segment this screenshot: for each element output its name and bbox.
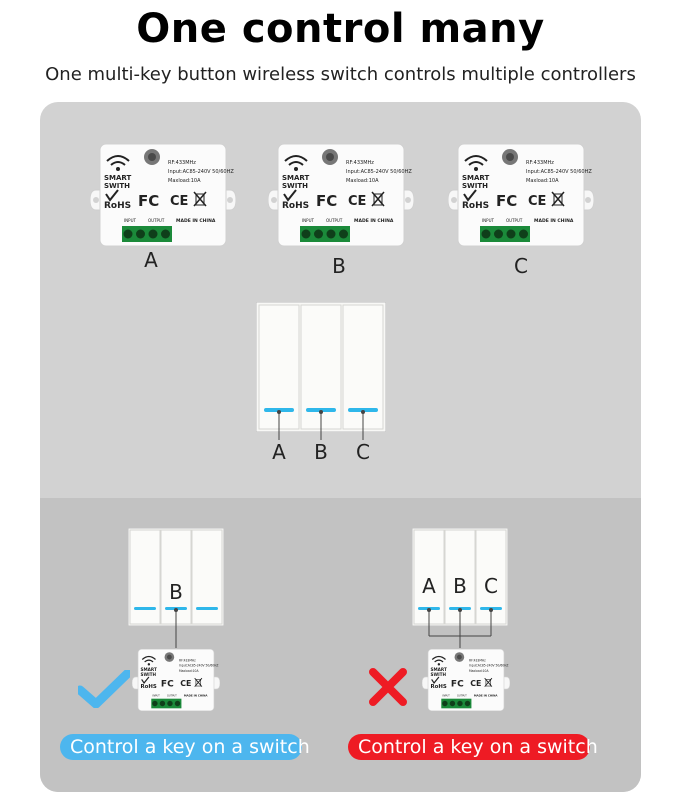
output-label: OUTPUT: [326, 218, 343, 223]
ce-mark: CE: [528, 194, 547, 209]
rf-frequency: RF:433MHz: [469, 658, 486, 663]
rf-frequency: RF:433MHz: [168, 160, 196, 166]
wrong-example-module: [422, 648, 510, 712]
rohs-mark: RoHS: [462, 201, 490, 211]
output-label: OUTPUT: [456, 694, 467, 698]
terminal-screw: [519, 230, 528, 239]
input-spec: Input:AC85-240V 50/60HZ: [526, 169, 592, 175]
brand-line-2: SWITH: [430, 671, 447, 677]
wifi-dot: [148, 663, 150, 665]
rohs-mark: RoHS: [430, 683, 447, 690]
pair-button-center: [167, 655, 172, 660]
output-label: OUTPUT: [166, 694, 177, 698]
ce-mark: CE: [170, 194, 189, 209]
pair-button-center: [148, 153, 156, 161]
terminal-screw: [136, 230, 145, 239]
made-in-label: MADE IN CHINA: [473, 693, 498, 698]
terminal-screw: [327, 230, 336, 239]
pair-button-center: [457, 655, 462, 660]
wifi-dot: [294, 167, 298, 171]
maxload: Maxload:10A: [168, 178, 201, 184]
wrong-example-key-label-a: A: [422, 574, 436, 598]
correct-example-key-label: B: [169, 580, 183, 604]
correct-caption: Control a key on a switch: [60, 734, 302, 760]
terminal-screw: [482, 230, 491, 239]
brand-line-1: SMART: [462, 174, 490, 182]
switch-key-label-c: C: [356, 440, 370, 464]
brand-line-1: SMART: [104, 174, 132, 182]
rohs-mark: RoHS: [140, 683, 157, 690]
brand-line-1: SMART: [430, 666, 447, 672]
maxload: Maxload:10A: [469, 669, 489, 674]
terminal-screw: [167, 701, 172, 706]
receiver-module-c: [448, 142, 594, 248]
cross-icon: [368, 668, 408, 706]
wrong-caption: Control a key on a switch: [348, 734, 590, 760]
terminal-screw: [507, 230, 516, 239]
module-a-label: A: [144, 248, 158, 272]
made-in-label: MADE IN CHINA: [534, 219, 574, 224]
wrong-example-key-label-c: C: [484, 574, 498, 598]
maxload: Maxload:10A: [526, 178, 559, 184]
brand-line-2: SWITH: [104, 182, 131, 190]
input-label: INPUT: [124, 218, 136, 223]
output-label: OUTPUT: [506, 218, 523, 223]
illustration-panel: [40, 102, 641, 792]
terminal-screw: [339, 230, 348, 239]
terminal-screw: [457, 701, 462, 706]
rf-frequency: RF:433MHz: [179, 658, 196, 663]
fc-mark: FC: [316, 192, 338, 210]
pair-button-center: [506, 153, 514, 161]
input-label: INPUT: [442, 694, 450, 698]
terminal-screw: [314, 230, 323, 239]
receiver-module-b: [268, 142, 414, 248]
correct-example-module: [132, 648, 220, 712]
input-spec: Input:AC85-240V 50/60HZ: [179, 663, 219, 668]
rohs-mark: RoHS: [104, 201, 132, 211]
terminal-screw: [465, 701, 470, 706]
output-label: OUTPUT: [148, 218, 165, 223]
wrong-example-key-label-b: B: [453, 574, 467, 598]
wrong-example-wires: [412, 610, 508, 650]
fc-mark: FC: [450, 679, 464, 690]
terminal-screw: [302, 230, 311, 239]
made-in-label: MADE IN CHINA: [354, 219, 394, 224]
terminal-screw: [149, 230, 158, 239]
made-in-label: MADE IN CHINA: [176, 219, 216, 224]
terminal-screw: [161, 230, 170, 239]
switch-key-label-a: A: [272, 440, 286, 464]
terminal-screw: [450, 701, 455, 706]
receiver-module-a: [90, 142, 236, 248]
brand-line-2: SWITH: [282, 182, 309, 190]
correct-example-wire: [175, 626, 177, 648]
input-label: INPUT: [152, 694, 160, 698]
brand-line-2: SWITH: [140, 671, 157, 677]
switch-key-label-b: B: [314, 440, 328, 464]
page-title: One control many: [136, 6, 545, 52]
input-spec: Input:AC85-240V 50/60HZ: [346, 169, 412, 175]
rf-frequency: RF:433MHz: [346, 160, 374, 166]
pair-button-center: [326, 153, 334, 161]
terminal-screw: [175, 701, 180, 706]
ce-mark: CE: [470, 679, 482, 689]
module-c-label: C: [514, 254, 528, 278]
terminal-screw: [160, 701, 165, 706]
correct-example-switch: [128, 528, 224, 626]
switch-leader-lines: [256, 412, 386, 442]
checkmark-icon: [78, 670, 130, 708]
brand-line-2: SWITH: [462, 182, 489, 190]
wifi-dot: [438, 663, 440, 665]
wifi-dot: [116, 167, 120, 171]
input-spec: Input:AC85-240V 50/60HZ: [168, 169, 234, 175]
input-label: INPUT: [482, 218, 494, 223]
wifi-dot: [474, 167, 478, 171]
maxload: Maxload:10A: [179, 669, 199, 674]
terminal-screw: [124, 230, 133, 239]
fc-mark: FC: [138, 192, 160, 210]
terminal-screw: [494, 230, 503, 239]
input-spec: Input:AC85-240V 50/60HZ: [469, 663, 509, 668]
fc-mark: FC: [496, 192, 518, 210]
maxload: Maxload:10A: [346, 178, 379, 184]
page-subtitle: One multi-key button wireless switch controls multiple controllers: [45, 64, 636, 85]
fc-mark: FC: [160, 679, 174, 690]
made-in-label: MADE IN CHINA: [183, 693, 208, 698]
module-b-label: B: [332, 254, 346, 278]
brand-line-1: SMART: [140, 666, 157, 672]
ce-mark: CE: [348, 194, 367, 209]
brand-line-1: SMART: [282, 174, 310, 182]
terminal-screw: [442, 701, 447, 706]
rohs-mark: RoHS: [282, 201, 310, 211]
ce-mark: CE: [180, 679, 192, 689]
rf-frequency: RF:433MHz: [526, 160, 554, 166]
input-label: INPUT: [302, 218, 314, 223]
terminal-screw: [152, 701, 157, 706]
